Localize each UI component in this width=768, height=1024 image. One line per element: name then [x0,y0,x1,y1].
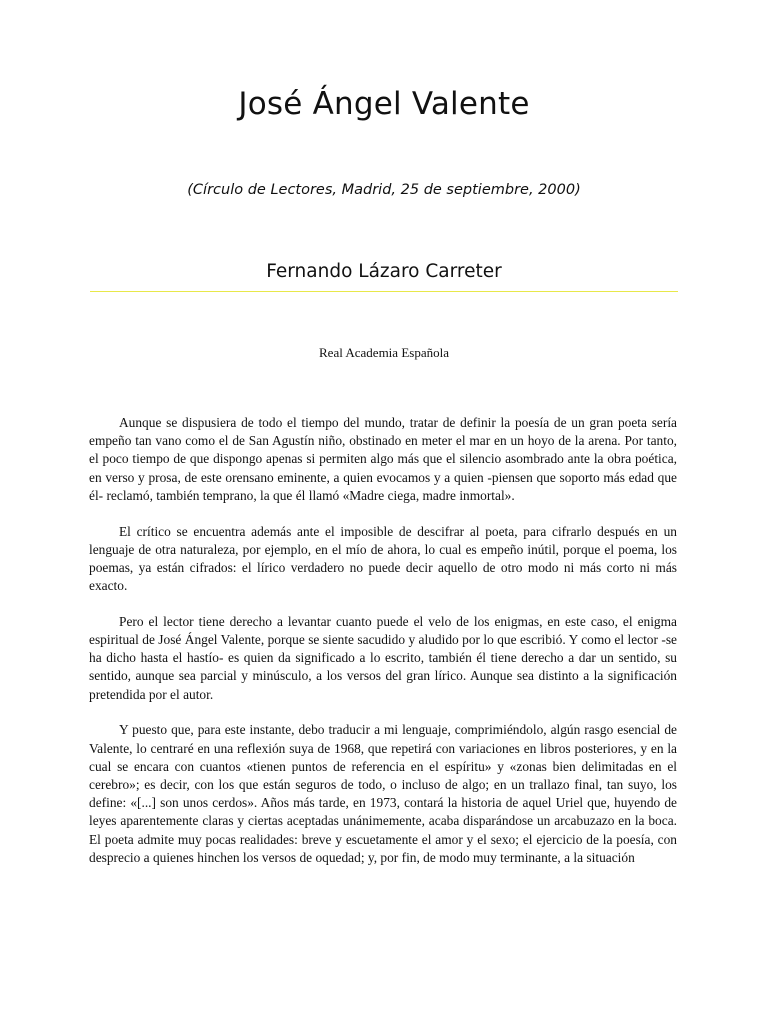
document-subtitle: (Círculo de Lectores, Madrid, 25 de septiembre, 2000) [187,182,581,198]
paragraph-3: Pero el lector tiene derecho a levantar cuanto puede el velo de los enigmas, en este caso, el enigma espiritual de José Ángel Valente, porque se siente sacudido y aludido por lo que escribió. Y como el lector -se ha dicho hasta el hastío- es quien da significado a lo escrito, también él tiene derecho a dar un sentido, su sentido, aunque sea parcial y minúsculo, a los versos del gran lírico. Aunque sea distinto a la significación pretendida por el autor. [89,613,677,702]
body-text [89,414,677,884]
author-name: Fernando Lázaro Carreter [266,261,502,282]
document-title: José Ángel Valente [238,86,530,122]
author-affiliation: Real Academia Española [319,345,449,360]
paragraph-1: Aunque se dispusiera de todo el tiempo del mundo, tratar de definir la poesía de un gran poeta sería empeño tan vano como el de San Agustín niño, obstinado en meter el mar en un hoyo de la arena. Por tanto, el poco tiempo de que dispongo apenas si permiten algo más que el silencio asombrado ante la obra poética, en verso y prosa, de este orensano eminente, a quien evocamos y a quien -piensen que soporto más edad que él- reclamó, también temprano, la que él llamó «Madre ciega, madre inmortal». [89,415,677,503]
horizontal-rule [90,291,678,292]
paragraph-2: El crítico se encuentra además ante el imposible de descifrar al poeta, para cifrarlo después en un lenguaje de otra naturaleza, por ejemplo, en el mío de ahora, lo cual es empeño inútil, porque el poema, los poemas, ya están cifrados: el lírico verdadero no puede decir aquello de otro modo ni más corto ni más exacto. [89,523,677,594]
paragraph-4: Y puesto que, para este instante, debo traducir a mi lenguaje, comprimiéndolo, algún rasgo esencial de Valente, lo centraré en una reflexión suya de 1968, que repetirá con variaciones en libros posteriores, y en la cual se encara con cuantos «tienen puntos de referencia en el espíritu» y «zonas bien delimitadas en el cerebro»; es decir, con los que están seguros de todo, o incluso de algo; en un trallazo final, tan suyo, los define: «[...] son unos cerdos». Años más tarde, en 1973, contará la historia de aquel Uriel que, huyendo de leyes aparentemente claras y ciertas aceptadas unánimemente, acaba disparándose un arcabuzazo en la boca. El poeta admite muy pocas realidades: breve y escuetamente el amor y el sexo; el ejercicio de la poesía, con desprecio a quienes hinchen los versos de oquedad; y, por fin, de modo muy terminante, a la situación [89,722,677,865]
